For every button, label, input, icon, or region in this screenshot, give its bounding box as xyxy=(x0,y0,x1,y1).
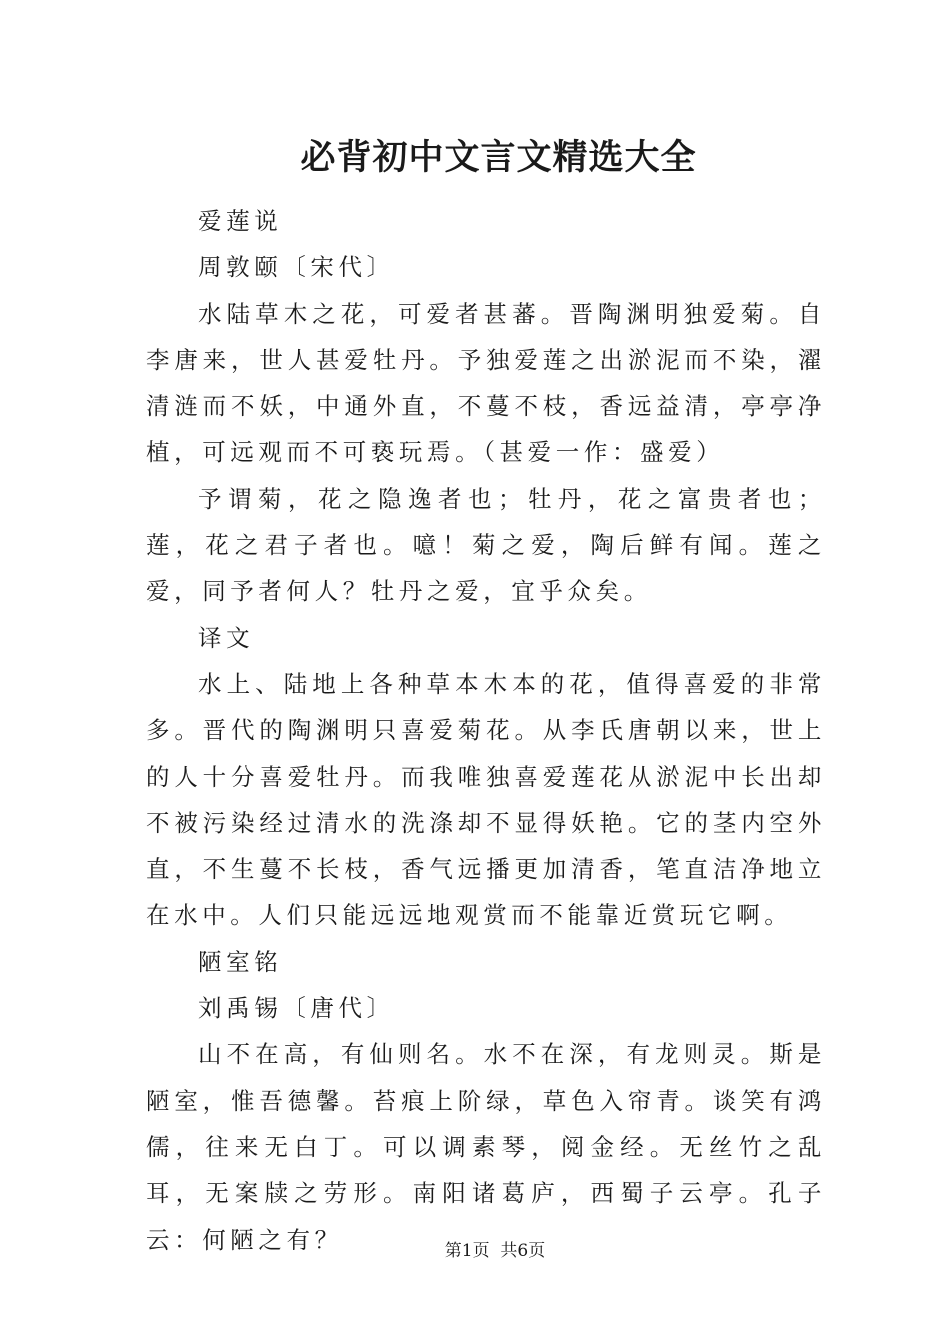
document-body xyxy=(146,198,826,1263)
ailianshuo-paragraph-2: 予谓菊，花之隐逸者也；牡丹，花之富贵者也；莲，花之君子者也。噫！菊之爱，陶后鲜有闻。莲之爱，同予者何人？牡丹之爱，宜乎众矣。 xyxy=(146,484,826,606)
ailianshuo-paragraph-1: 水陆草木之花，可爱者甚蕃。晋陶渊明独爱菊。自李唐来，世人甚爱牡丹。予独爱莲之出淤泥而不染，濯清涟而不妖，中通外直，不蔓不枝，香远益清，亭亭净植，可远观而不可亵玩焉。（甚爱一作：盛爱） xyxy=(146,299,826,467)
translation-heading: 译文 xyxy=(198,623,255,652)
poem-title-ailianshuo: 爱莲说 xyxy=(198,207,283,235)
author-zhou-dunyi: 周敦颐〔宋代〕 xyxy=(198,253,395,282)
loushiming-paragraph: 山不在高，有仙则名。水不在深，有龙则灵。斯是陋室，惟吾德馨。苔痕上阶绿，草色入帘青。谈笑有鸿儒，往来无白丁。可以调素琴，阅金经。无丝竹之乱耳，无案牍之劳形。南阳诸葛庐，西蜀子云亭。孔子云：何陋之有？ xyxy=(146,1040,826,1254)
translation-paragraph: 水上、陆地上各种草本木本的花，值得喜爱的非常多。晋代的陶渊明只喜爱菊花。从李氏唐朝以来，世上的人十分喜爱牡丹。而我唯独喜爱莲花从淤泥中长出却不被污染经过清水的洗涤却不显得妖艳。它的茎内空外直，不生蔓不长枝，香气远播更加清香，笔直洁净地立在水中。人们只能远远地观赏而不能靠近赏玩它啊。 xyxy=(146,669,826,930)
poem-title-loushiming: 陋室铭 xyxy=(198,947,283,976)
author-liu-yuxi: 刘禹锡〔唐代〕 xyxy=(198,994,395,1023)
page-number-footer: 第1页 共6页 xyxy=(444,1241,546,1261)
document-title: 必背初中文言文精选大全 xyxy=(300,137,697,178)
